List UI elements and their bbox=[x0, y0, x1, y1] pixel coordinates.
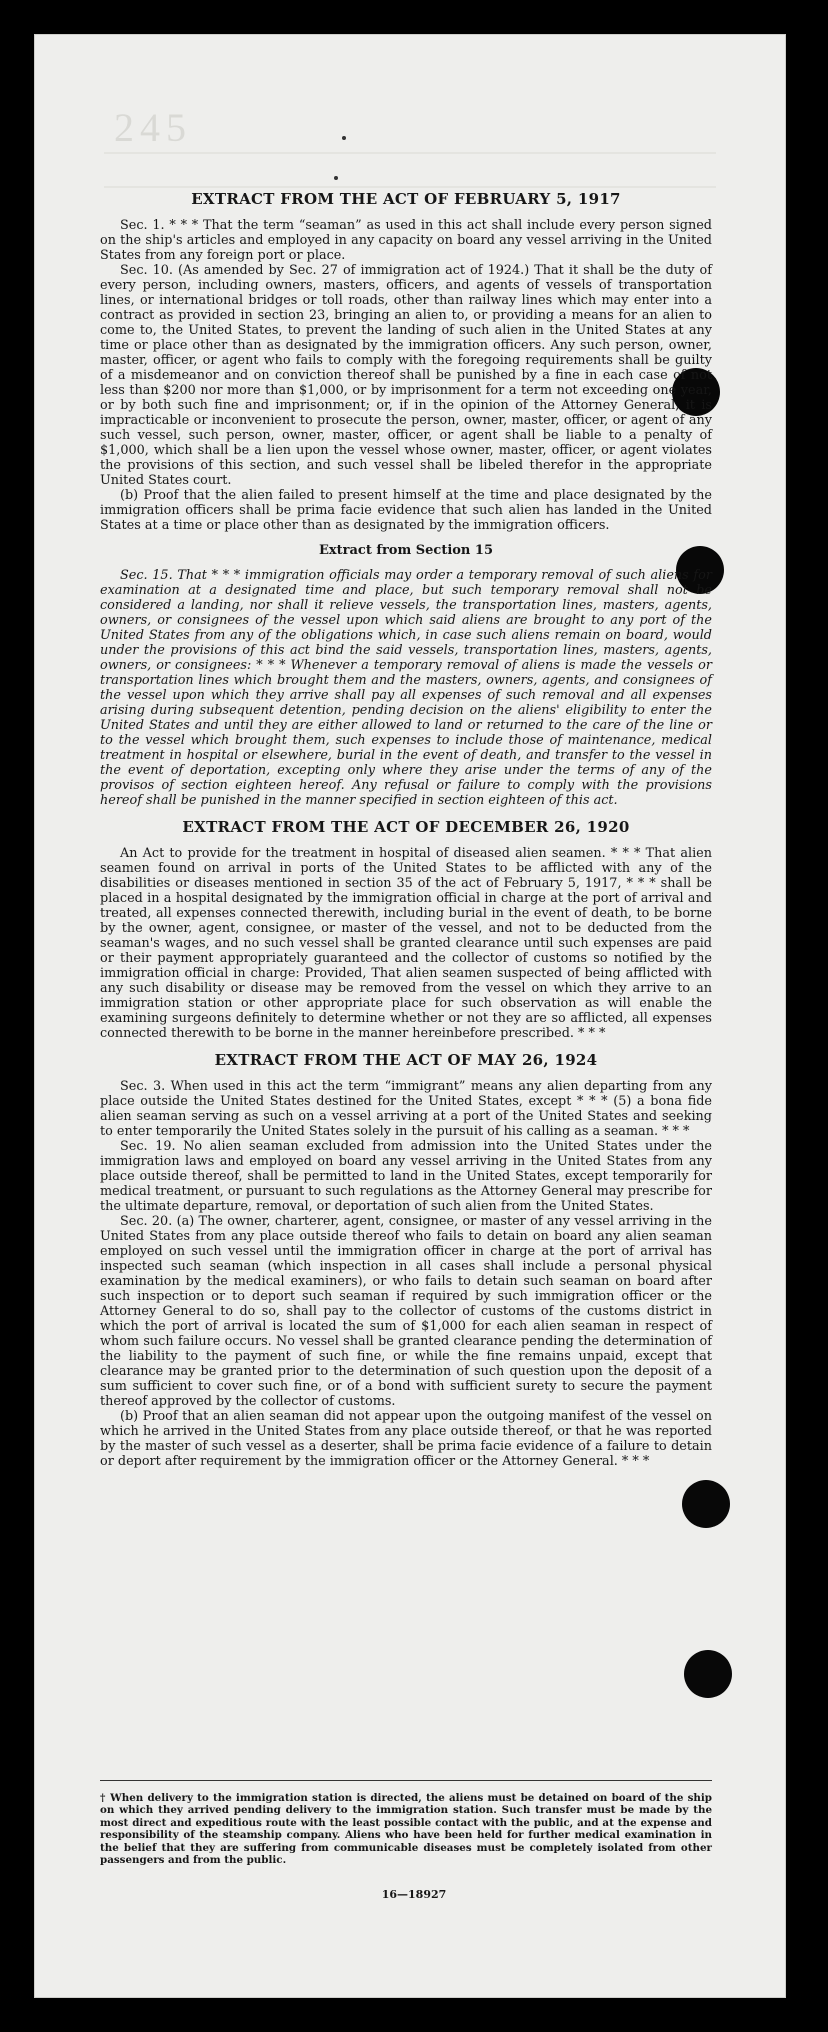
footnote: † When delivery to the immigration station is directed, the aliens must be detained on board of the ship on which they arrived pending delivery to the immigration station. Such transfer must be made by the most direct and expeditious route with the least possible contact with the public, and at the expense and responsibility of the steamship company. Aliens who have been held for further medical examination in the belief that they are suffering from communicable diseases must be completely isolated from other passengers and from the public. bbox=[100, 1792, 712, 1867]
heading-act-dec-1920: EXTRACT FROM THE ACT OF DECEMBER 26, 1920 bbox=[182, 818, 630, 836]
speck bbox=[342, 136, 346, 140]
paragraph-sec-19: Sec. 19. No alien seaman excluded from admission into the United States under the immigration laws and employed on board any vessel arriving in the United States from any place outside thereof, shall be permitted to land in the United States, except temporarily for medical treatment, or pursuant to such regulations as the Attorney General may prescribe for the ultimate departure, removal, or deportation of such alien from the United States. bbox=[100, 1139, 712, 1214]
paragraph-sec-10: Sec. 10. (As amended by Sec. 27 of immigration act of 1924.) That it shall be the duty of every person, including owners, masters, officers, and agents of vessels of transportation lines, or international bridges or toll roads, other than railway lines which may enter into a contract as provided in section 23, bringing an alien to, or providing a means for an alien to come to, the United States, to prevent the landing of such alien in the United States at any time or place other than as designated by the immigration officers. Any such person, owner, master, officer, or agent who fails to comply with the foregoing requirements shall be guilty of a misdemeanor and on conviction thereof shall be punished by a fine in each case of not less than $200 nor more than $1,000, or by imprisonment for a term not exceeding one year, or by both such fine and imprisonment; or, if in the opinion of the Attorney General, it is impracticable or inconvenient to prosecute the person, owner, master, officer, or agent of any such vessel, such person, owner, master, officer, or agent shall be liable to a penalty of $1,000, which shall be a lien upon the vessel whose owner, master, officer, or agent violates the provisions of this section, and such vessel shall be libeled therefor in the appropriate United States court. bbox=[100, 263, 712, 488]
paragraph-sec-3: Sec. 3. When used in this act the term “immigrant” means any alien departing from any place outside the United States destined for the United States, except * * * (5) a bona fide alien seaman serving as such on a vessel arriving at a port of the United States and seeking to enter temporarily the United States solely in the pursuit of his calling as a seaman. * * * bbox=[100, 1079, 712, 1139]
heading-act-feb-1917: EXTRACT FROM THE ACT OF FEBRUARY 5, 1917 bbox=[191, 190, 621, 208]
bleed-through-number: 245 bbox=[114, 105, 192, 150]
paragraph-sec-20: Sec. 20. (a) The owner, charterer, agent, consignee, or master of any vessel arriving in the United States from any place outside thereof who fails to detain on board any alien seaman employed on such vessel until the immigration officer in charge at the port of arrival has inspected such seaman (which inspection in all cases shall include a personal physical examination by the medical examiners), or who fails to detain such seaman on board after such inspection or to deport such seaman if required by such immigration officer or the Attorney General to do so, shall pay to the collector of customs of the customs district in which the port of arrival is located the sum of $1,000 for each alien seaman in respect of whom such failure occurs. No vessel shall be granted clearance pending the determination of the liability to the payment of such fine, or while the fine remains unpaid, except that clearance may be granted prior to the determination of such question upon the deposit of a sum sufficient to cover such fine, or of a bond with sufficient surety to secure the payment thereof approved by the collector of customs. bbox=[100, 1214, 712, 1409]
punch-hole bbox=[682, 1480, 730, 1528]
paragraph-act-1920: An Act to provide for the treatment in hospital of diseased alien seamen. * * * That alien seamen found on arrival in ports of the United States to be afflicted with any of the disabilities or diseases mentioned in section 35 of the act of February 5, 1917, * * * shall be placed in a hospital designated by the immigration official in charge at the port of arrival and treated, all expenses connected therewith, including burial in the event of death, to be borne by the owner, agent, consignee, or master of the vessel, and not to be deducted from the seaman's wages, and no such vessel shall be granted clearance until such expenses are paid or their payment appropriately guaranteed and the collector of customs so notified by the immigration official in charge: Provided, That alien seamen suspected of being afflicted with any such disability or disease may be removed from the vessel on which they arrive to an immigration station or other appropriate place for such observation as will enable the examining surgeons definitely to determine whether or not they are so afflicted, all expenses connected therewith to be borne in the manner hereinbefore prescribed. * * * bbox=[100, 846, 712, 1041]
punch-hole bbox=[684, 1650, 732, 1698]
print-code: 16—18927 bbox=[381, 1888, 447, 1901]
bleed-through-line bbox=[104, 152, 716, 154]
document-body bbox=[100, 190, 712, 1469]
paragraph-sec-20-b: (b) Proof that an alien seaman did not appear upon the outgoing manifest of the vessel on which he arrived in the United States from any place outside thereof, or that he was reported by the master of such vessel as a deserter, shall be prima facie evidence of a failure to detain or deport after requirement by the immigration officer or the Attorney General. * * * bbox=[100, 1409, 712, 1469]
heading-act-may-1924: EXTRACT FROM THE ACT OF MAY 26, 1924 bbox=[214, 1051, 598, 1069]
footnote-divider bbox=[100, 1780, 712, 1781]
paragraph-sec-10-b: (b) Proof that the alien failed to present himself at the time and place designated by the immigration officers shall be prima facie evidence that such alien has landed in the United States at a time or place other than as designated by the immigration officers. bbox=[100, 488, 712, 533]
paragraph-sec-1: Sec. 1. * * * That the term “seaman” as used in this act shall include every person signed on the ship's articles and employed in any capacity on board any vessel arriving in the United States from any foreign port or place. bbox=[100, 218, 712, 263]
paragraph-sec-15: Sec. 15. That * * * immigration officials may order a temporary removal of such aliens for examination at a designated time and place, but such temporary removal shall not be considered a landing, nor shall it relieve vessels, the transportation lines, masters, agents, owners, or consignees of the vessel upon which said aliens are brought to any port of the United States from any of the obligations which, in case such aliens remain on board, would under the provisions of this act bind the said vessels, transportation lines, masters, agents, owners, or consignees: * * * Whenever a temporary removal of aliens is made the vessels or transportation lines which brought them and the masters, owners, agents, and consignees of the vessel upon which they arrive shall pay all expenses of such removal and all expenses arising during subsequent detention, pending decision on the aliens' eligibility to enter the United States and until they are either allowed to land or returned to the care of the line or to the vessel which brought them, such expenses to include those of maintenance, medical treatment in hospital or elsewhere, burial in the event of death, and transfer to the vessel in the event of deportation, excepting only where they arise under the terms of any of the provisos of section eighteen hereof. Any refusal or failure to comply with the provisions hereof shall be punished in the manner specified in section eighteen of this act. bbox=[100, 568, 712, 808]
heading-section-15: Extract from Section 15 bbox=[318, 543, 494, 558]
bleed-through-line bbox=[104, 186, 716, 188]
speck bbox=[334, 176, 338, 180]
